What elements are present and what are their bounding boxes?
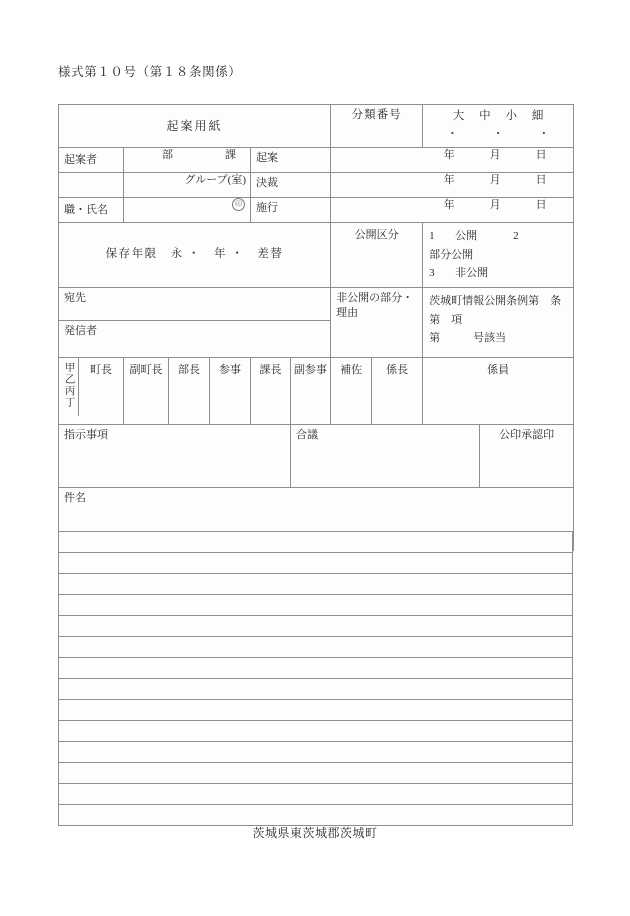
draft-date-year: 年 xyxy=(443,149,455,161)
nondisclosure-label-line2: 理由 xyxy=(336,306,359,319)
table-row-title xyxy=(59,105,574,148)
consultation-label: 合議 xyxy=(296,429,318,442)
disclosure-option-3-text: 非公開 xyxy=(455,267,489,280)
group-label: グループ(室) xyxy=(184,174,246,186)
disclosure-option-1-num: 1 xyxy=(429,230,435,242)
cell-classification-label xyxy=(331,105,423,148)
disclosure-options-line2 xyxy=(429,264,567,283)
cell-signature-5[interactable] xyxy=(291,358,331,425)
cell-signature-4[interactable] xyxy=(251,358,291,425)
cell-addressee[interactable] xyxy=(59,288,331,321)
body-line-row xyxy=(59,700,573,721)
body-line-row xyxy=(59,721,573,742)
body-line-row xyxy=(59,805,573,826)
name-seal-area xyxy=(124,198,250,211)
body-line-row xyxy=(59,742,573,763)
approval-date-month: 月 xyxy=(489,174,501,186)
body-lines-table xyxy=(58,531,573,826)
disclosure-option-2-text: 部分公開 xyxy=(429,248,474,261)
retention-label: 保存年限 永 ・ 年 ・ 差替 xyxy=(105,248,284,261)
cell-size-levels xyxy=(423,105,574,148)
disclosure-options-line1 xyxy=(429,227,567,264)
body-line-text xyxy=(59,658,572,678)
cell-draft-label xyxy=(251,148,331,173)
cell-blank-left[interactable] xyxy=(59,173,124,198)
body-line-cell[interactable] xyxy=(59,637,573,658)
draft-date-fields xyxy=(331,148,573,163)
enforce-date-day: 日 xyxy=(535,199,547,211)
signature-column-6: 補佐 xyxy=(340,364,363,377)
cell-name-label xyxy=(59,198,124,223)
body-line-row xyxy=(59,532,573,553)
enforce-date-month: 月 xyxy=(489,199,501,211)
body-line-cell[interactable] xyxy=(59,721,573,742)
body-line-row xyxy=(59,763,573,784)
body-line-cell[interactable] xyxy=(59,658,573,679)
disclosure-option-1-text: 公開 xyxy=(455,230,478,242)
size-levels-label: 大 中 小 細 xyxy=(452,110,550,122)
table-row-addressee xyxy=(59,288,574,321)
classification-label: 分類番号 xyxy=(351,109,402,121)
draft-date-day: 日 xyxy=(535,149,547,161)
cell-approval-label xyxy=(251,173,331,198)
signature-column-8: 係員 xyxy=(487,364,510,377)
directive-label: 指示事項 xyxy=(64,429,108,442)
body-line-text xyxy=(59,595,572,615)
footer-text: 茨城県東茨城郡茨城町 xyxy=(252,826,378,840)
body-line-row xyxy=(59,658,573,679)
disclosure-option-2-num: 2 xyxy=(513,230,519,242)
table-row-instructions xyxy=(59,425,574,488)
dept-label: 部 xyxy=(162,149,173,161)
blank-left xyxy=(59,173,123,197)
body-line-cell[interactable] xyxy=(59,616,573,637)
body-line-text xyxy=(59,532,572,552)
cell-form-title xyxy=(59,105,331,148)
body-line-cell[interactable] xyxy=(59,700,573,721)
body-line-cell[interactable] xyxy=(59,763,573,784)
kian-form-table xyxy=(58,104,574,551)
body-line-text xyxy=(59,721,572,741)
table-row-signatures xyxy=(59,358,574,425)
nondisclosure-label-line1: 非公開の部分・ xyxy=(336,292,414,305)
cell-nondisclosure-label xyxy=(331,288,423,358)
body-line-row xyxy=(59,784,573,805)
approval-date-day: 日 xyxy=(535,174,547,186)
ordinance-line1: 茨城町情報公開条例第 条第 項 xyxy=(429,295,562,326)
form-title: 起案用紙 xyxy=(166,118,223,133)
cell-grade-column xyxy=(59,358,124,425)
disclosure-label: 公開区分 xyxy=(354,229,399,241)
draft-label: 起案 xyxy=(256,152,278,164)
body-line-row xyxy=(59,637,573,658)
body-line-row xyxy=(59,574,573,595)
nondisclosure-label xyxy=(331,288,422,324)
addressee-label: 宛先 xyxy=(64,292,86,305)
table-row-drafter xyxy=(59,148,574,173)
cell-directive[interactable] xyxy=(59,425,291,488)
body-line-cell[interactable] xyxy=(59,532,573,553)
body-line-text xyxy=(59,616,572,636)
dept-section-fields xyxy=(124,148,250,163)
sender-label: 発信者 xyxy=(64,325,97,338)
enforce-date-year: 年 xyxy=(443,199,455,211)
disclosure-options xyxy=(423,223,573,287)
approval-label: 決裁 xyxy=(256,177,278,189)
body-line-row xyxy=(59,595,573,616)
size-levels-group xyxy=(423,105,573,144)
body-line-text xyxy=(59,637,572,657)
cell-signature-2[interactable] xyxy=(169,358,210,425)
signature-column-3: 参事 xyxy=(219,364,241,377)
cell-consultation[interactable] xyxy=(291,425,480,488)
cell-signature-6[interactable] xyxy=(331,358,372,425)
body-line-cell[interactable] xyxy=(59,553,573,574)
body-line-text xyxy=(59,763,572,783)
cell-retention[interactable] xyxy=(59,223,331,288)
cell-drafter-label xyxy=(59,148,124,173)
ordinance-line2: 第 号該当 xyxy=(429,332,507,345)
signature-column-1: 副町長 xyxy=(129,364,163,377)
signature-column-2: 部長 xyxy=(178,364,200,377)
cell-approval-date[interactable] xyxy=(331,173,574,198)
approval-date-year: 年 xyxy=(443,174,455,186)
body-line-text xyxy=(59,784,572,804)
signature-column-4: 課長 xyxy=(259,364,282,377)
seal-approval-label: 公印承認印 xyxy=(499,429,555,442)
body-line-cell[interactable] xyxy=(59,595,573,616)
ordinance-text xyxy=(423,288,573,352)
cell-group[interactable] xyxy=(124,173,251,198)
subject-label: 件名 xyxy=(64,492,86,505)
drafter-label: 起案者 xyxy=(64,153,97,166)
body-line-row xyxy=(59,679,573,700)
body-line-row xyxy=(59,553,573,574)
cell-ordinance[interactable] xyxy=(423,288,574,358)
grade-column-label: 甲乙丙丁 xyxy=(63,362,75,409)
draft-date-month: 月 xyxy=(489,149,501,161)
body-line-cell[interactable] xyxy=(59,679,573,700)
cell-signature-1[interactable] xyxy=(124,358,169,425)
cell-draft-date[interactable] xyxy=(331,148,574,173)
disclosure-option-3-num: 3 xyxy=(429,267,435,280)
cell-sender[interactable] xyxy=(59,321,331,358)
seal-icon: 印 xyxy=(232,198,245,211)
name-label: 職・氏名 xyxy=(64,203,108,216)
body-line-cell[interactable] xyxy=(59,805,573,826)
body-line-text xyxy=(59,742,572,762)
cell-signature-3[interactable] xyxy=(210,358,251,425)
cell-enforce-date[interactable] xyxy=(331,198,574,223)
body-line-cell[interactable] xyxy=(59,742,573,763)
body-line-text xyxy=(59,553,572,573)
enforce-label: 施行 xyxy=(256,202,278,214)
table-row-retention xyxy=(59,223,574,288)
body-line-text xyxy=(59,700,572,720)
signature-column-7: 係長 xyxy=(386,364,409,377)
size-levels-dots: ・ ・ ・ xyxy=(446,127,566,140)
cell-seal-approval[interactable] xyxy=(480,425,574,488)
table-row-enforcement xyxy=(59,198,574,223)
cell-signature-8[interactable] xyxy=(423,358,574,425)
cell-name-input[interactable] xyxy=(124,198,251,223)
signature-column-0[interactable]: 町長 xyxy=(90,364,112,377)
body-line-cell[interactable] xyxy=(59,574,573,595)
body-line-cell[interactable] xyxy=(59,784,573,805)
cell-disclosure-label xyxy=(331,223,423,288)
cell-dept-section[interactable] xyxy=(124,148,251,173)
body-line-text xyxy=(59,574,572,594)
cell-signature-7[interactable] xyxy=(372,358,423,425)
signature-column-5: 副参事 xyxy=(294,364,328,377)
form-number: 様式第１０号（第１８条関係） xyxy=(58,65,242,79)
body-line-text xyxy=(59,805,572,825)
enforce-date-fields xyxy=(331,198,573,213)
cell-enforce-label xyxy=(251,198,331,223)
approval-date-fields xyxy=(331,173,573,188)
section-label: 課 xyxy=(225,149,236,161)
body-line-row xyxy=(59,616,573,637)
body-line-text xyxy=(59,679,572,699)
cell-disclosure-options[interactable] xyxy=(423,223,574,288)
table-row-approval xyxy=(59,173,574,198)
